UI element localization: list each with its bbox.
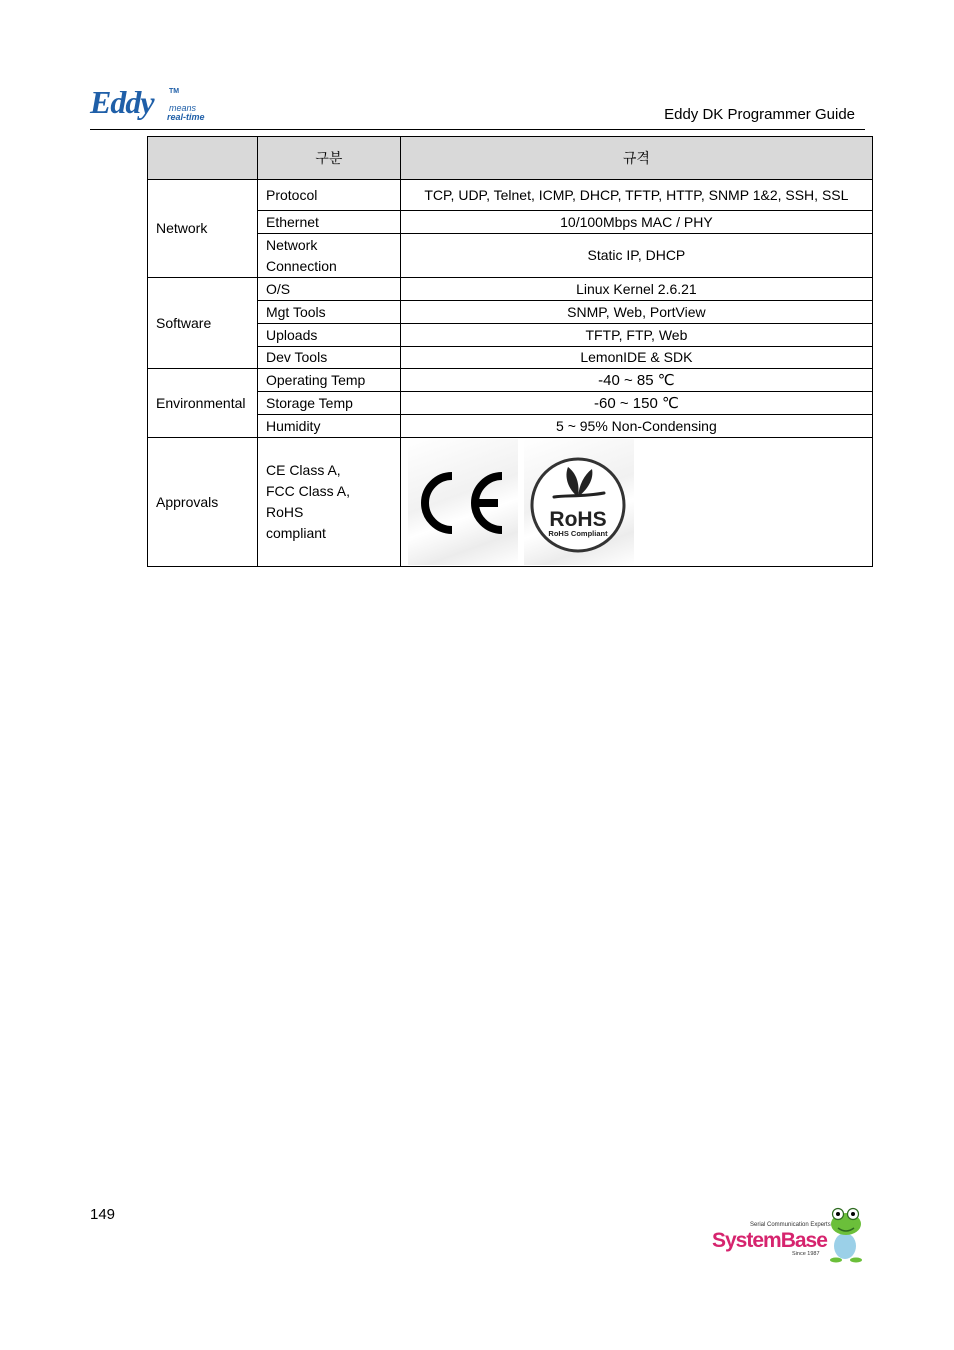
item-cell bbox=[257, 234, 400, 278]
value-cell: SNMP, Web, PortView bbox=[400, 301, 872, 324]
item-line: CE Class A, bbox=[265, 462, 341, 478]
item-cell: Operating Temp bbox=[257, 369, 400, 392]
value-cell: 10/100Mbps MAC / PHY bbox=[400, 211, 872, 234]
certification-marks bbox=[408, 439, 872, 565]
header-cell-spec: 규격 bbox=[400, 137, 872, 180]
item-cell: Protocol bbox=[257, 180, 400, 211]
item-cell: Mgt Tools bbox=[257, 301, 400, 324]
category-environmental: Environmental bbox=[148, 369, 258, 438]
value-cell: -60 ~ 150 ℃ bbox=[400, 392, 872, 415]
table-row bbox=[148, 278, 873, 301]
brand-tagline: Serial Communication Experts bbox=[750, 1222, 831, 1228]
logo-tagline-1: means bbox=[169, 103, 197, 113]
table-row bbox=[148, 180, 873, 211]
item-cell: Uploads bbox=[257, 324, 400, 347]
value-cell: Linux Kernel 2.6.21 bbox=[400, 278, 872, 301]
item-line: FCC Class A, bbox=[265, 483, 350, 499]
item-cell: Storage Temp bbox=[257, 392, 400, 415]
item-line: Connection bbox=[265, 257, 337, 274]
item-cell: Humidity bbox=[257, 415, 400, 438]
document-title: Eddy DK Programmer Guide bbox=[664, 106, 855, 123]
item-line: Network bbox=[265, 236, 318, 253]
item-cell: Dev Tools bbox=[257, 347, 400, 369]
value-cell: LemonIDE & SDK bbox=[400, 347, 872, 369]
item-cell: Ethernet bbox=[257, 211, 400, 234]
rohs-subtitle: RoHS Compliant bbox=[548, 529, 608, 538]
table-row bbox=[148, 438, 873, 567]
logo-trademark: TM bbox=[169, 88, 180, 95]
value-cell: Static IP, DHCP bbox=[400, 234, 872, 278]
value-cell: TCP, UDP, Telnet, ICMP, DHCP, TFTP, HTTP, SNMP 1&2, SSH, SSL bbox=[400, 180, 872, 211]
value-cell: -40 ~ 85 ℃ bbox=[400, 369, 872, 392]
rohs-mark-image bbox=[524, 439, 634, 565]
table-header-row bbox=[148, 137, 873, 180]
value-cell: TFTP, FTP, Web bbox=[400, 324, 872, 347]
header-cell-blank bbox=[148, 137, 258, 180]
brand-name: SystemBase bbox=[712, 1229, 827, 1252]
systembase-logo-icon bbox=[710, 1200, 870, 1264]
table-row bbox=[148, 369, 873, 392]
category-software: Software bbox=[148, 278, 258, 369]
logo-tagline-2: real-time bbox=[167, 112, 205, 122]
ce-mark-icon bbox=[408, 439, 518, 565]
ce-mark-image bbox=[408, 439, 518, 565]
systembase-logo bbox=[710, 1200, 870, 1264]
certification-marks-cell bbox=[400, 438, 872, 567]
category-network: Network bbox=[148, 180, 258, 278]
header-divider bbox=[90, 129, 865, 130]
rohs-mark-icon bbox=[524, 439, 634, 565]
page-number: 149 bbox=[90, 1206, 116, 1223]
item-cell bbox=[257, 438, 400, 567]
spec-table bbox=[147, 136, 873, 567]
brand-since: Since 1987 bbox=[792, 1251, 820, 1257]
category-approvals: Approvals bbox=[148, 438, 258, 567]
item-cell: O/S bbox=[257, 278, 400, 301]
item-line: RoHS bbox=[265, 504, 304, 520]
item-line: compliant bbox=[265, 525, 326, 541]
header-cell-category: 구분 bbox=[257, 137, 400, 180]
logo-wordmark: Eddy bbox=[90, 84, 154, 120]
eddy-logo bbox=[90, 84, 220, 126]
value-cell: 5 ~ 95% Non-Condensing bbox=[400, 415, 872, 438]
rohs-title: RoHS bbox=[549, 508, 607, 531]
